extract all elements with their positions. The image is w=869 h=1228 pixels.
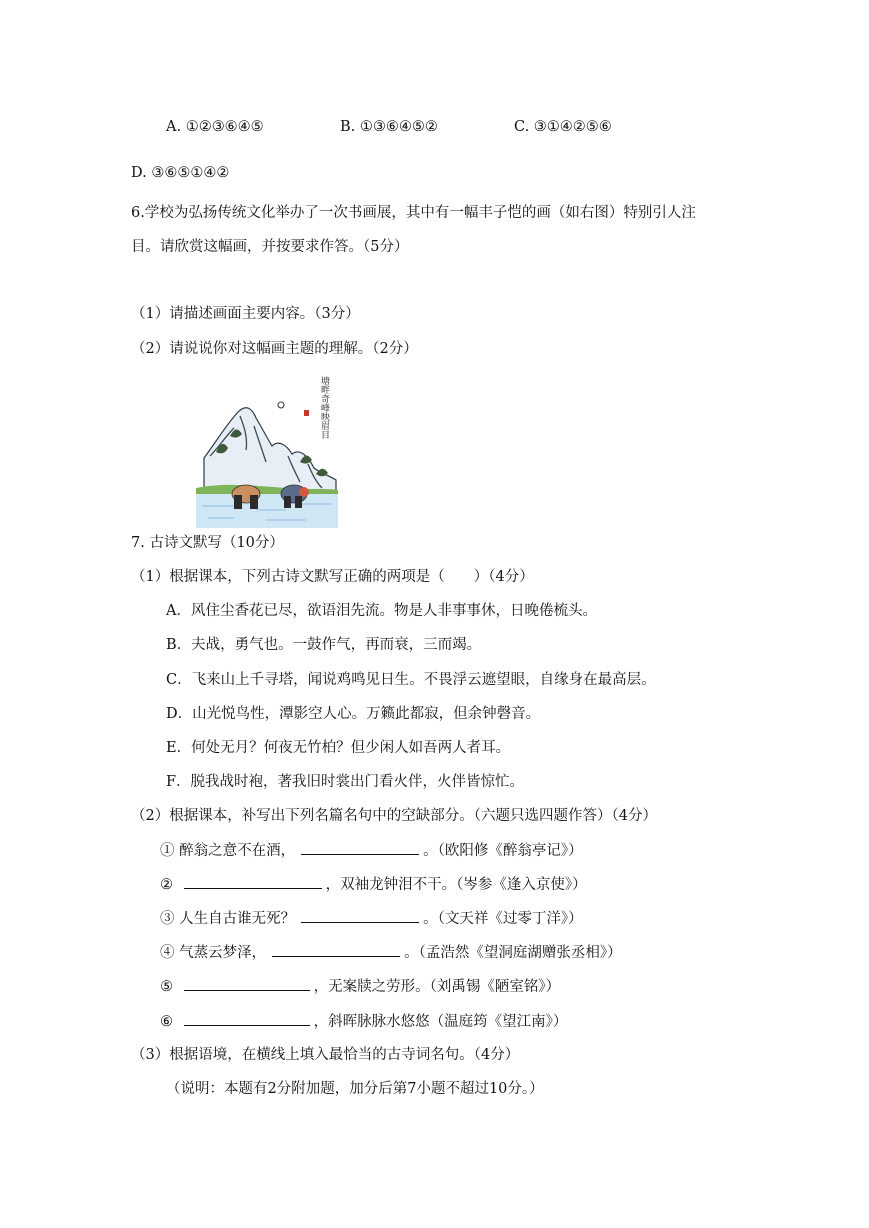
question-6-line1: 6.学校为弘扬传统文化举办了一次书画展，其中有一幅丰子恺的画（如右图）特别引人注: [131, 205, 696, 221]
choice-a: A．风住尘香花已尽，欲语泪先流。物是人非事事休，日晚倦梳头。: [166, 603, 597, 619]
question-7-part1: （1）根据课本，下列古诗文默写正确的两项是（ ）（4分）: [131, 569, 534, 585]
question-7-note: （说明：本题有2分附加题，加分后第7小题不超过10分。）: [166, 1081, 544, 1097]
fill-before: 醉翁之意不在酒，: [179, 843, 296, 859]
fill-item-2: [160, 874, 587, 895]
option-c: C. ③①④②⑤⑥: [514, 119, 612, 135]
fill-item-3: [160, 908, 583, 929]
option-d: D. ③⑥⑤①④②: [131, 165, 230, 181]
fill-before: 人生自古谁无死？: [179, 911, 296, 927]
fill-after: 。（欧阳修《醉翁亭记》）: [423, 843, 583, 859]
feng-zikai-painting: [196, 370, 338, 528]
option-a: A. ①②③⑥④⑤: [166, 119, 264, 135]
answer-blank[interactable]: [272, 942, 400, 957]
question-6-line2: 目。请欣赏这幅画，并按要求作答。（5分）: [131, 239, 409, 255]
choice-b: B．夫战，勇气也。一鼓作气，再而衰，三而竭。: [166, 637, 482, 653]
answer-blank[interactable]: [184, 1011, 310, 1026]
fill-item-1: [160, 840, 583, 861]
fill-num: ⑥: [160, 1014, 173, 1030]
fill-after: ，无案牍之劳形。（刘禹锡《陋室铭》）: [313, 979, 561, 995]
option-b: B. ①③⑥④⑤②: [340, 119, 438, 135]
question-7-part3: （3）根据语境，在横线上填入最恰当的古寺词名句。（4分）: [131, 1047, 520, 1063]
fill-num: ④: [160, 945, 175, 961]
choice-f: F．脱我战时袍，著我旧时裳出门看火伴，火伴皆惊忙。: [166, 774, 525, 790]
fill-after: ，斜晖脉脉水悠悠（温庭筠《望江南》）: [313, 1014, 568, 1030]
choice-d: D．山光悦鸟性，潭影空人心。万籁此都寂，但余钟磬音。: [166, 706, 541, 722]
choice-c: C．飞来山上千寻塔，闻说鸡鸣见日生。不畏浮云遮望眼，自缘身在最高层。: [166, 672, 656, 688]
svg-text:塘畔奇峰映眉目: 塘畔奇峰映眉目: [319, 376, 329, 439]
fill-after: ，双袖龙钟泪不干。（岑参《逢入京使》）: [325, 877, 587, 893]
answer-blank[interactable]: [301, 840, 419, 855]
fill-num: ②: [160, 877, 173, 893]
fill-after: 。（文天祥《过零丁洋》）: [423, 911, 583, 927]
question-6-sub1: （1）请描述画面主要内容。（3分）: [131, 306, 360, 322]
question-6-sub2: （2）请说说你对这幅画主题的理解。（2分）: [131, 341, 418, 357]
answer-blank[interactable]: [301, 908, 419, 923]
fill-num: ⑤: [160, 979, 173, 995]
fill-before: 气蒸云梦泽，: [179, 945, 267, 961]
question-7-title: 7. 古诗文默写（10分）: [131, 535, 284, 551]
fill-item-4: [160, 942, 622, 963]
answer-blank[interactable]: [184, 874, 322, 889]
answer-blank[interactable]: [184, 976, 310, 991]
fill-after: 。（孟浩然《望洞庭湖赠张丞相》）: [404, 945, 622, 961]
fill-num: ③: [160, 911, 175, 927]
fill-item-6: [160, 1011, 567, 1032]
choice-e: E．何处无月？何夜无竹柏？但少闲人如吾两人者耳。: [166, 740, 511, 756]
fill-item-5: [160, 976, 560, 997]
fill-num: ①: [160, 843, 175, 859]
question-7-part2: （2）根据课本，补写出下列名篇名句中的空缺部分。（六题只选四题作答）（4分）: [131, 808, 657, 824]
